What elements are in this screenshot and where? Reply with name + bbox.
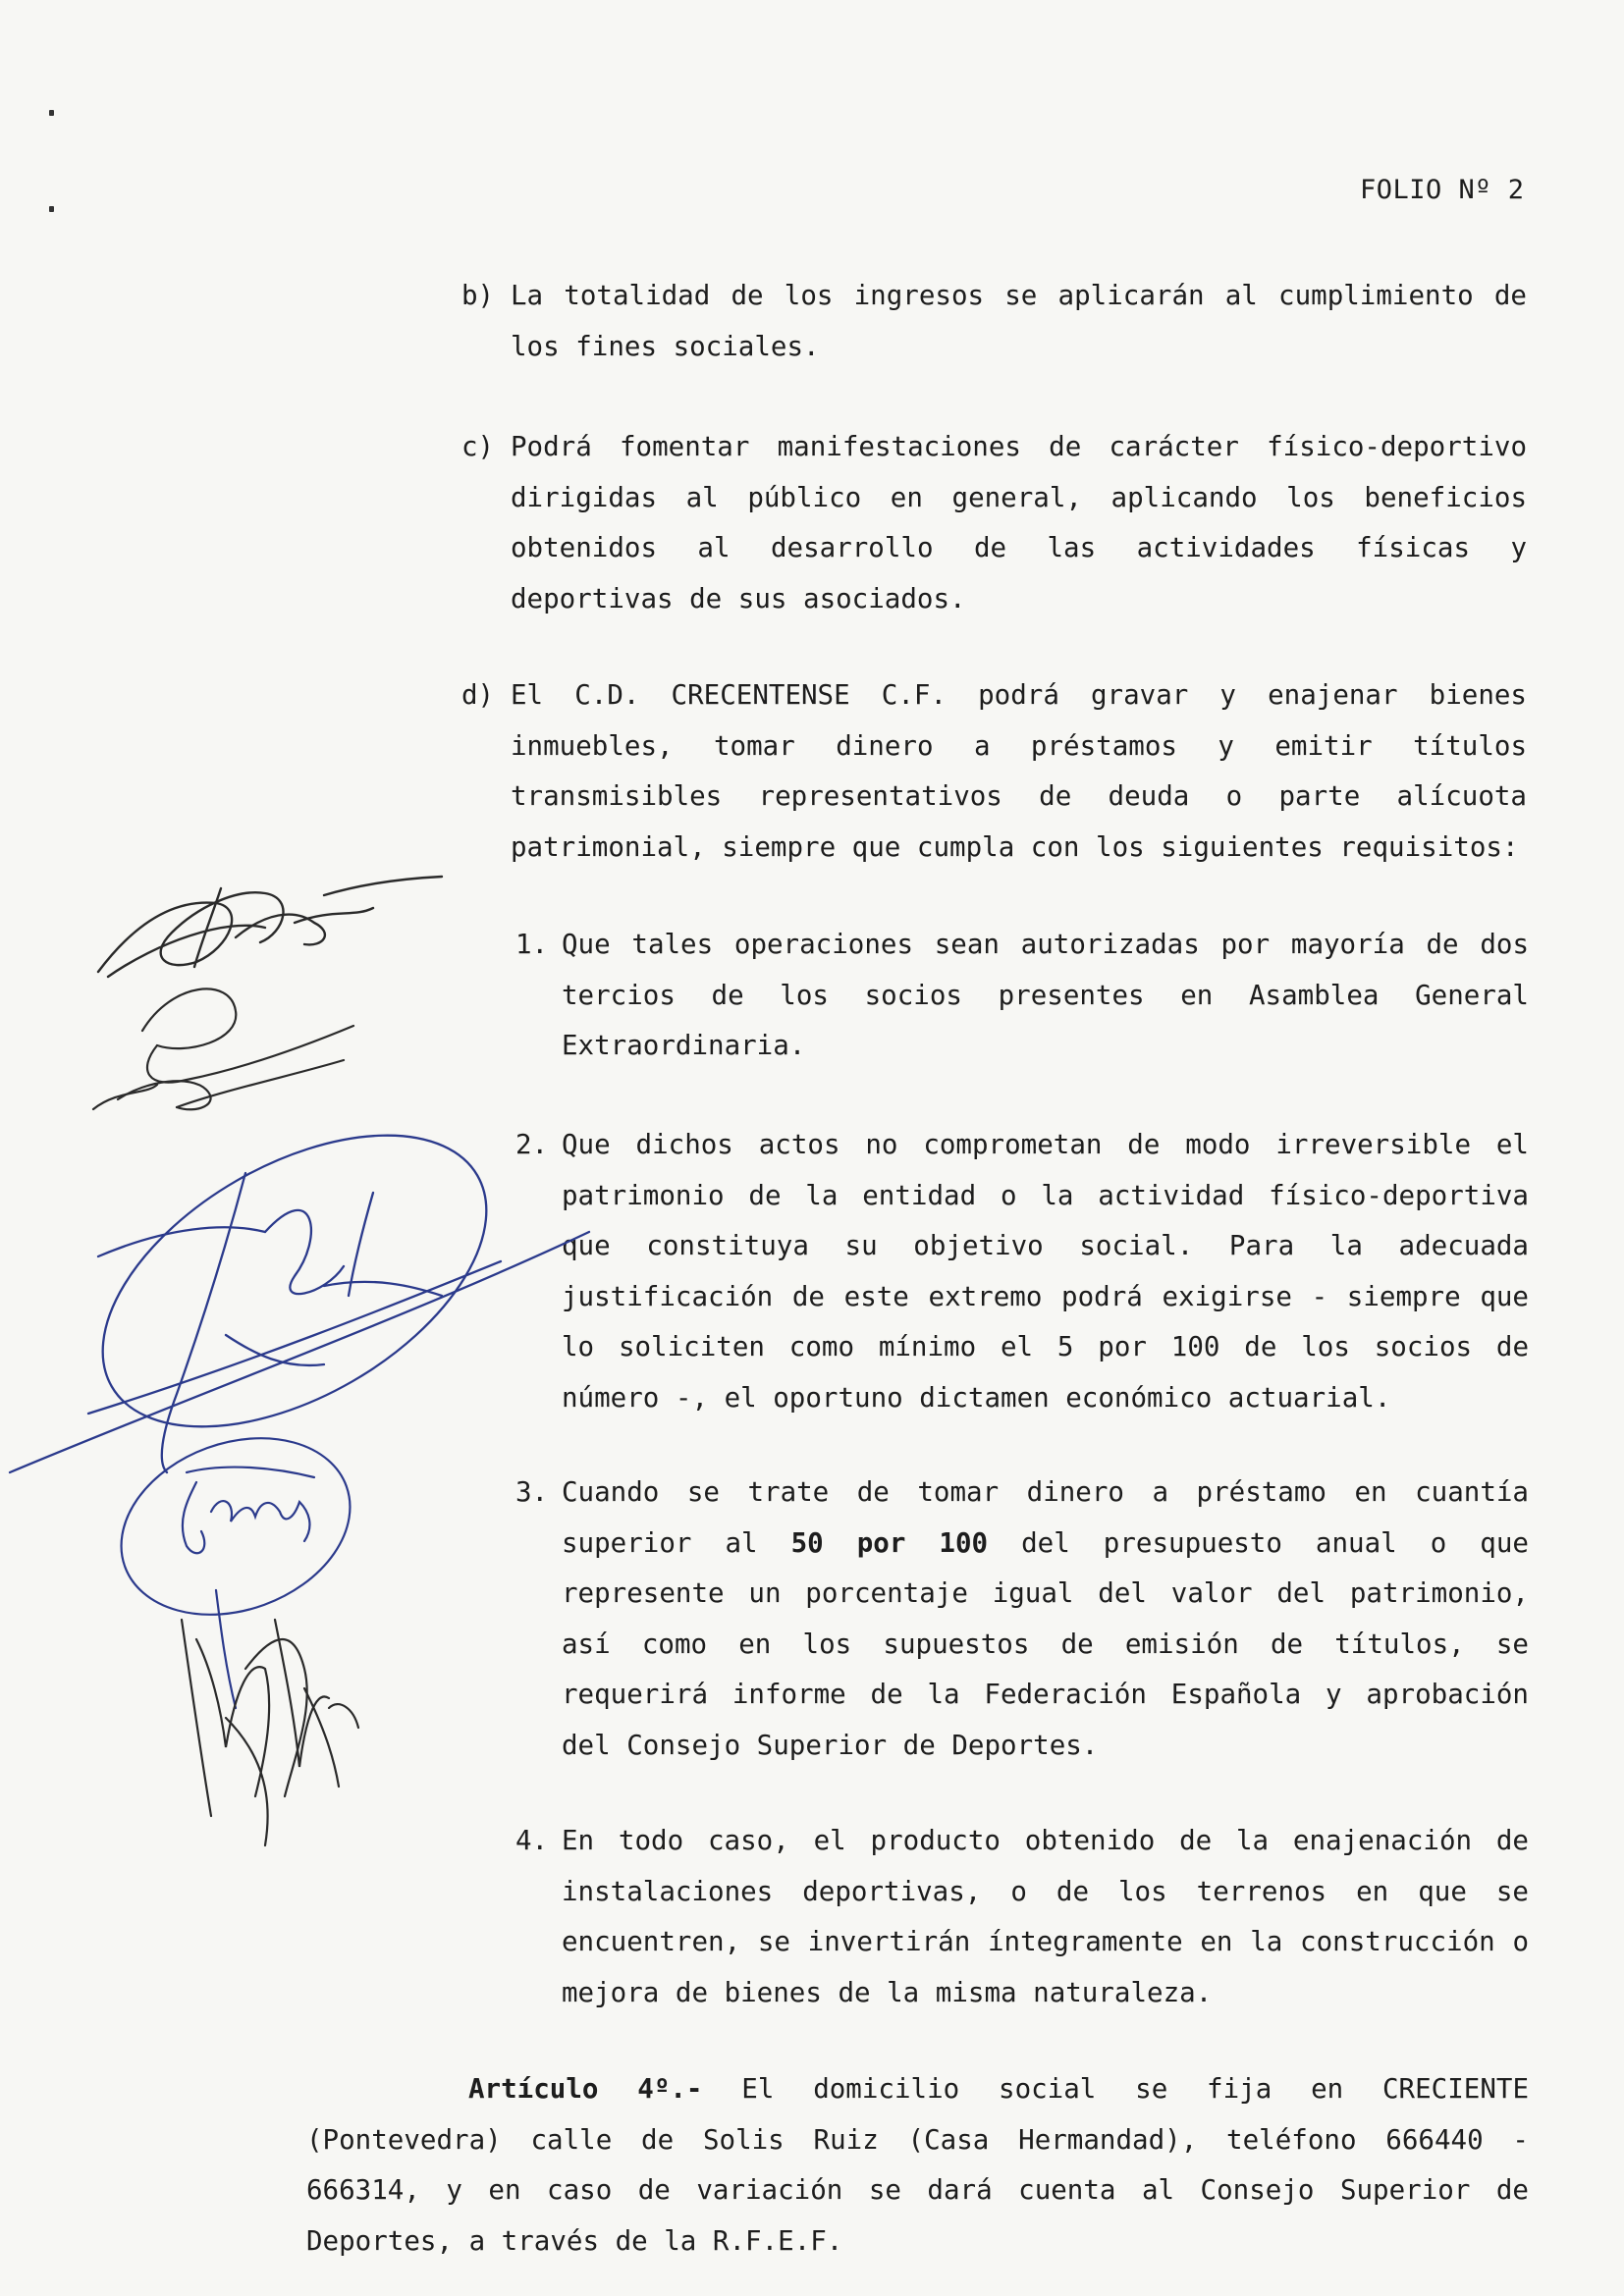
article-4-text: El domicilio social se fija en CRECIENTE (Pontevedra) calle de Solis Ruiz (Casa Hermandad), teléfono 666440 - 666314, y en caso de variación se dará cuenta al Consejo Superior de Deportes, a través de la R.F.E.F. (306, 2073, 1530, 2257)
requirement-3-text-a: Cuando se trate de tomar dinero a préstamo en cuantía superior al (562, 1476, 1529, 1559)
article-4-label: Artículo 4º.- (468, 2073, 703, 2105)
requirement-marker-4: 4. (515, 1825, 549, 1856)
paragraph-c: Podrá fomentar manifestaciones de carácter físico-deportivo dirigidas al público en general, aplicando los beneficios obtenidos al desarrollo de las actividades físicas y deportivas de sus asociados. (511, 431, 1527, 614)
requirement-marker-2: 2. (515, 1129, 549, 1160)
requirement-3-bold: 50 por 100 (790, 1526, 989, 1559)
paragraph-marker-d: d) (461, 679, 495, 711)
requirement-marker-3: 3. (515, 1476, 549, 1508)
signature-5 (182, 1620, 358, 1845)
signature-4 (96, 1408, 375, 1708)
paragraph-d: El C.D. CRECENTENSE C.F. podrá gravar y enajenar bienes inmuebles, tomar dinero a préstamos y emitir títulos transmisibles representativos de deuda o parte alícuota patrimonial, siempre que cumpla con los siguientes requisitos: (511, 679, 1527, 863)
requirement-marker-1: 1. (515, 929, 549, 960)
signature-1 (98, 877, 442, 977)
requirement-2: Que dichos actos no comprometan de modo irreversible el patrimonio de la entidad o la actividad físico-deportiva que constituya su objetivo social. Para la adecuada justificación de este extremo podrá exigirse - siempre que lo soliciten como mínimo el 5 por 100 de los socios de número -, el oportuno dictamen económico actuarial. (562, 1129, 1529, 1414)
requirement-4: En todo caso, el producto obtenido de la enajenación de instalaciones deportivas, o de los terrenos en que se encuentren, se invertirán íntegramente en la construcción o mejora de bienes de la misma naturaleza. (562, 1825, 1529, 2008)
paragraph-b: La totalidad de los ingresos se aplicarán al cumplimiento de los fines sociales. (511, 280, 1527, 362)
paragraph-marker-c: c) (461, 431, 495, 462)
requirement-1: Que tales operaciones sean autorizadas por mayoría de dos tercios de los socios presentes en Asamblea General Extraordinaria. (562, 929, 1529, 1061)
paragraph-marker-b: b) (461, 280, 495, 311)
signature-3 (10, 1075, 589, 1486)
requirement-3-text-b: del presupuesto anual o que represente un porcentaje igual del valor del patrimonio, así como en los supuestos de emisión de títulos, se requerirá informe de la Federación Española y aprobación del Consejo Superior de Deportes. (562, 1526, 1529, 1761)
signature-2 (93, 988, 353, 1109)
folio-number: FOLIO Nº 2 (1360, 175, 1525, 205)
